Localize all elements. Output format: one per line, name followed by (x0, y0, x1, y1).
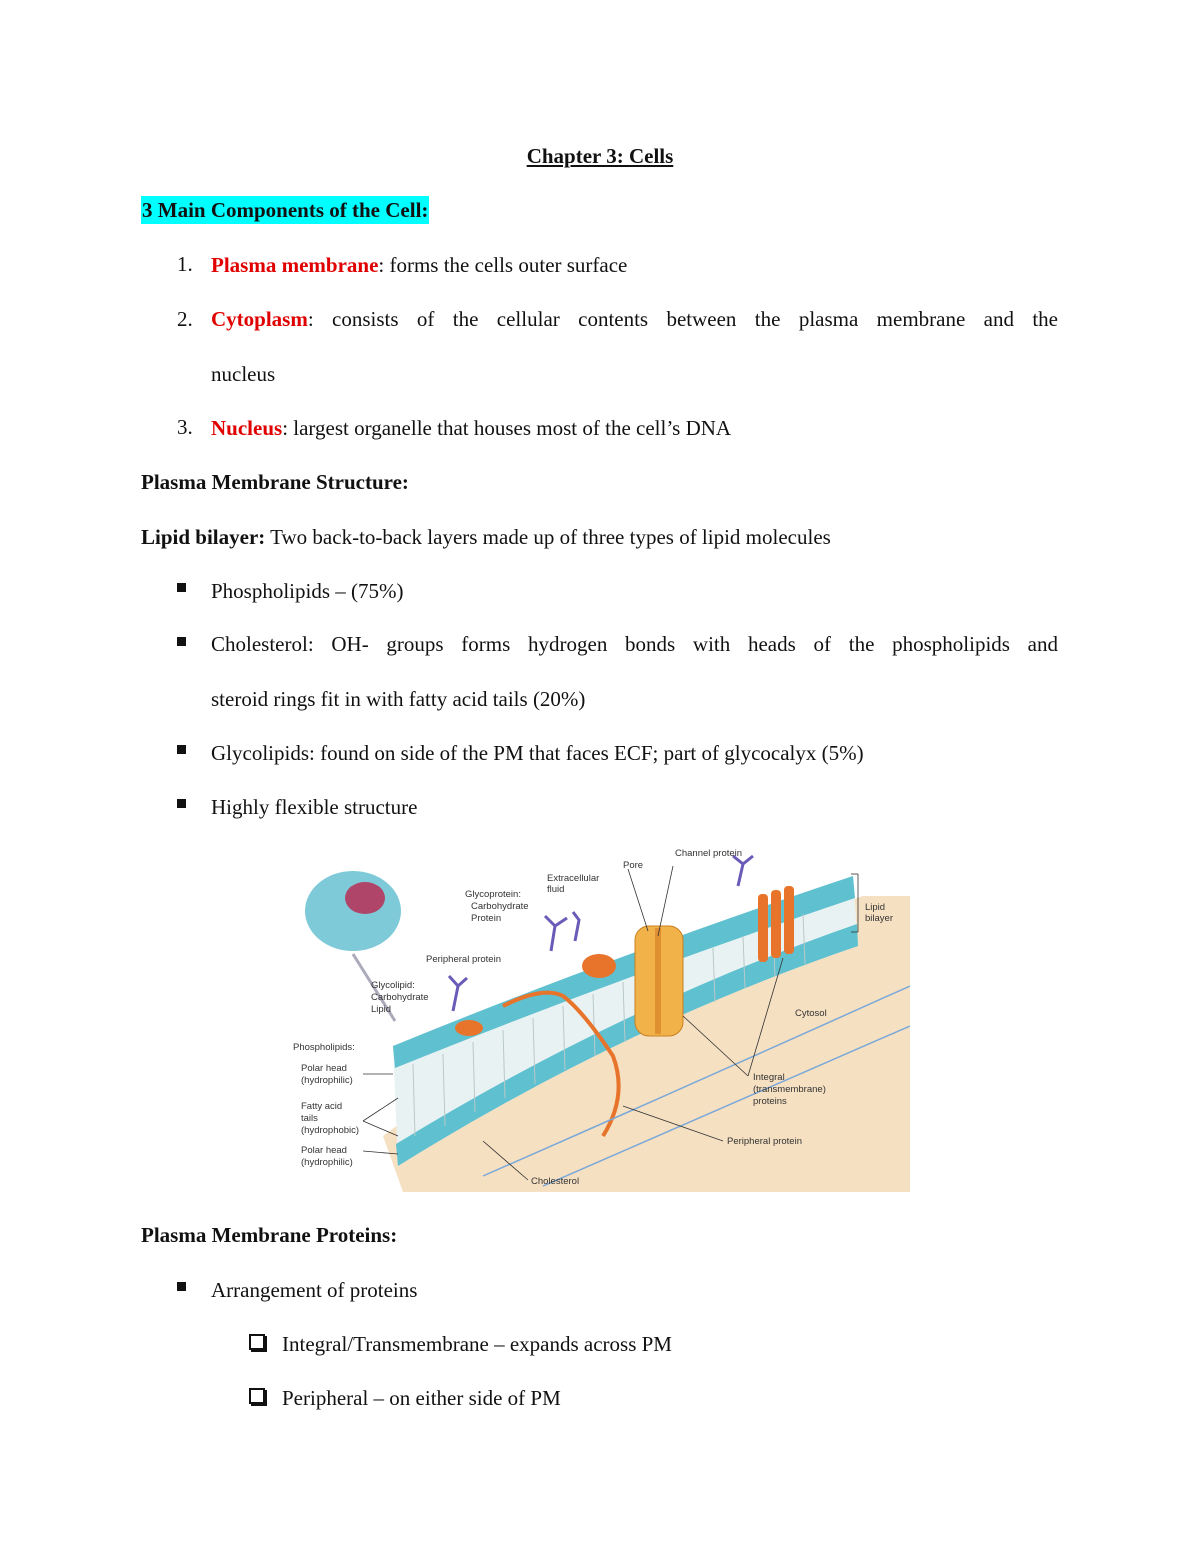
label-hydrophilic-2: (hydrophilic) (301, 1157, 353, 1168)
term: Cytoplasm (211, 307, 308, 331)
label-transmembrane: (transmembrane) (753, 1084, 826, 1095)
label-gl-carbohydrate: Carbohydrate (371, 992, 429, 1003)
list-number: 3. (177, 415, 193, 439)
bullet-icon (177, 637, 186, 646)
term: Nucleus (211, 416, 283, 440)
lipid-bilayer-line (141, 524, 831, 550)
checkbox-bullet-icon (249, 1334, 265, 1350)
bullet-icon (177, 745, 186, 754)
bullet-item: Arrangement of proteins (211, 1278, 418, 1302)
lipid-bilayer-text: Two back-to-back layers made up of three types of lipid molecules (265, 525, 831, 549)
page-title: Chapter 3: Cells (526, 144, 674, 168)
peripheral-protein-shape (582, 954, 616, 978)
label-polar-head-2: Polar head (301, 1145, 347, 1156)
label-proteins: proteins (753, 1096, 787, 1107)
definition: : largest organelle that houses most of the cell’s DNA (282, 416, 732, 440)
plasma-membrane-diagram (283, 836, 910, 1192)
cell-inset (305, 871, 401, 951)
label-peripheral-protein-2: Peripheral protein (727, 1136, 802, 1147)
pm-proteins-heading: Plasma Membrane Proteins: (141, 1223, 398, 1247)
nucleus-inset (345, 882, 385, 914)
label-polar-head: Polar head (301, 1063, 347, 1074)
peripheral-protein-shape (455, 1020, 483, 1036)
bullet-item: Highly flexible structure (211, 795, 418, 819)
bullet-icon (177, 799, 186, 808)
label-tails: tails (301, 1113, 318, 1124)
bullet-item-continued: steroid rings fit in with fatty acid tails (20%) (211, 687, 586, 711)
label-glyco-protein: Protein (471, 913, 502, 924)
label-glyco-carbohydrate: Carbohydrate (471, 901, 529, 912)
sub-item: Integral/Transmembrane – expands across PM (282, 1332, 672, 1356)
checkbox-bullet-icon (249, 1388, 265, 1404)
bullet-item: Cholesterol: OH- groups forms hydrogen bonds with heads of the phospholipids and (211, 632, 1058, 656)
label-hydrophilic: (hydrophilic) (301, 1075, 353, 1086)
label-phospholipids: Phospholipids: (293, 1042, 355, 1053)
list-number: 2. (177, 307, 193, 331)
sub-item: Peripheral – on either side of PM (282, 1386, 561, 1410)
label-channel-protein: Channel protein (675, 848, 743, 859)
label-gl-lipid: Lipid (371, 1004, 392, 1015)
label-glycolipid: Glycolipid: (371, 980, 415, 991)
bullet-icon (177, 583, 186, 592)
pm-structure-heading: Plasma Membrane Structure: (141, 470, 409, 494)
pore-shape (655, 928, 661, 1034)
label-cytosol: Cytosol (795, 1008, 827, 1019)
label-integral: Integral (753, 1072, 785, 1083)
label-hydrophobic: (hydrophobic) (301, 1125, 360, 1136)
bullet-item: Glycolipids: found on side of the PM that faces ECF; part of glycocalyx (5%) (211, 741, 864, 765)
definition-continued: nucleus (211, 362, 276, 386)
term: Plasma membrane (211, 253, 379, 277)
list-item (211, 252, 627, 278)
label-fluid: fluid (547, 884, 565, 895)
list-item (211, 415, 731, 441)
main-components-heading (141, 198, 429, 223)
highlighted-heading: 3 Main Components of the Cell: (142, 198, 429, 222)
definition: : forms the cells outer surface (378, 253, 628, 277)
label-lipid: Lipid (865, 902, 886, 913)
lipid-bilayer-label: Lipid bilayer: (141, 525, 266, 549)
label-extracellular: Extracellular (547, 873, 600, 884)
list-number: 1. (177, 252, 193, 276)
label-pore: Pore (623, 860, 644, 871)
label-bilayer: bilayer (865, 913, 893, 924)
list-item (211, 307, 1058, 332)
bullet-item: Phospholipids – (75%) (211, 579, 404, 603)
label-peripheral-protein: Peripheral protein (426, 954, 501, 965)
bullet-icon (177, 1282, 186, 1291)
definition: : consists of the cellular contents between the plasma membrane and the (307, 307, 1058, 331)
label-fatty-acid: Fatty acid (301, 1101, 343, 1112)
integral-protein-shape (758, 886, 794, 962)
label-glycoprotein: Glycoprotein: (465, 889, 521, 900)
label-cholesterol: Cholesterol (531, 1176, 580, 1187)
